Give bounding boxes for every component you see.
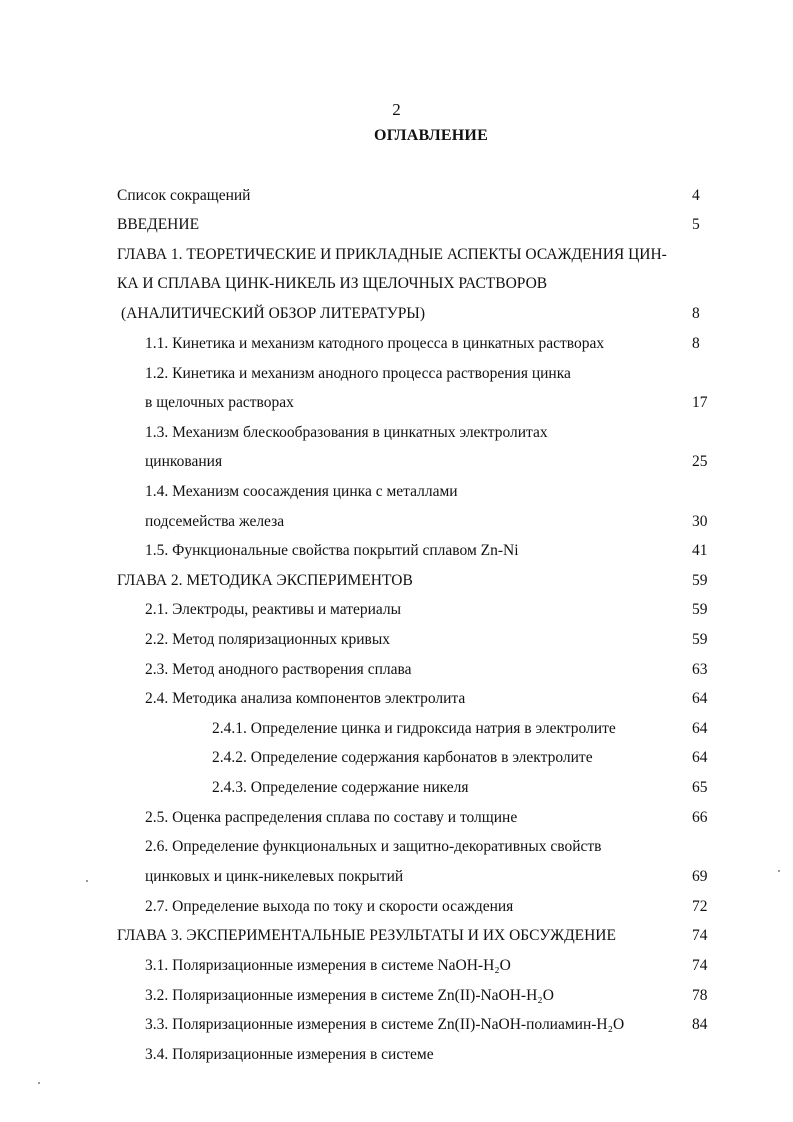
toc-entry-3-1: 3.1. Поляризационные измерения в системе NaOH-H₂O xyxy=(145,957,511,974)
toc-entry-3-3: 3.3. Поляризационные измерения в системе Zn(II)-NaOH-полиамин-H₂O xyxy=(145,1016,625,1033)
toc-entry-2-3: 2.3. Метод анодного растворения сплава xyxy=(145,661,412,678)
toc-page-1-5: 41 xyxy=(692,542,708,559)
toc-page-2-4: 64 xyxy=(692,690,708,707)
toc-page-2-2: 59 xyxy=(692,631,708,648)
toc-entry-1-1: 1.1. Кинетика и механизм катодного процесса в цинкатных растворах xyxy=(145,335,605,352)
toc-page-1-4: 30 xyxy=(692,513,708,530)
toc-page-introduction: 5 xyxy=(692,216,700,233)
toc-page-1-2: 17 xyxy=(692,394,708,411)
toc-entry-2-6-line2: цинковых и цинк-никелевых покрытий xyxy=(145,868,404,885)
toc-entry-2-4-1: 2.4.1. Определение цинка и гидроксида натрия в электролите xyxy=(212,720,616,737)
toc-page-2-3: 63 xyxy=(692,661,708,678)
toc-page-2-1: 59 xyxy=(692,601,708,618)
toc-page-chapter1: 8 xyxy=(692,305,700,322)
toc-entry-3-2: 3.2. Поляризационные измерения в системе Zn(II)-NaOH-H₂O xyxy=(145,987,554,1004)
toc-entry-1-2-line1: 1.2. Кинетика и механизм анодного процесса растворения цинка xyxy=(145,365,571,382)
toc-page-2-4-1: 64 xyxy=(692,720,708,737)
scan-speck xyxy=(86,880,88,882)
toc-entry-chapter1-line1: ГЛАВА 1. ТЕОРЕТИЧЕСКИЕ И ПРИКЛАДНЫЕ АСПЕКТЫ ОСАЖДЕНИЯ ЦИН- xyxy=(117,246,667,263)
toc-entry-2-4-3: 2.4.3. Определение содержание никеля xyxy=(212,779,469,796)
toc-page-2-4-3: 65 xyxy=(692,779,708,796)
toc-entry-2-5: 2.5. Оценка распределения сплава по составу и толщине xyxy=(145,809,518,826)
toc-page-1-1: 8 xyxy=(692,335,700,352)
toc-entry-2-1: 2.1. Электроды, реактивы и материалы xyxy=(145,601,402,618)
scan-speck xyxy=(778,870,780,872)
toc-entry-chapter1-line2: КА И СПЛАВА ЦИНК-НИКЕЛЬ ИЗ ЩЕЛОЧНЫХ РАСТВОРОВ xyxy=(117,275,548,292)
toc-entry-2-6-line1: 2.6. Определение функциональных и защитно-декоративных свойств xyxy=(145,838,602,855)
toc-entry-2-4: 2.4. Методика анализа компонентов электролита xyxy=(145,690,466,707)
toc-entry-2-4-2: 2.4.2. Определение содержания карбонатов в электролите xyxy=(212,749,593,766)
toc-entry-1-2-line2: в щелочных растворах xyxy=(145,394,294,411)
toc-page-2-7: 72 xyxy=(692,898,708,915)
toc-page-chapter3: 74 xyxy=(692,927,708,944)
toc-entry-chapter3: ГЛАВА 3. ЭКСПЕРИМЕНТАЛЬНЫЕ РЕЗУЛЬТАТЫ И ИХ ОБСУЖДЕНИЕ xyxy=(117,927,616,944)
page-number: 2 xyxy=(392,100,401,119)
toc-entry-2-7: 2.7. Определение выхода по току и скорости осаждения xyxy=(145,898,514,915)
toc-page-1-3: 25 xyxy=(692,453,708,470)
toc-entry-abbreviations: Список сокращений xyxy=(117,187,251,204)
toc-entry-1-3-line2: цинкования xyxy=(145,453,223,470)
toc-entry-2-2: 2.2. Метод поляризационных кривых xyxy=(145,631,390,648)
toc-page-2-6: 69 xyxy=(692,868,708,885)
toc-page-2-4-2: 64 xyxy=(692,749,708,766)
toc-entry-3-4: 3.4. Поляризационные измерения в системе xyxy=(145,1046,434,1063)
toc-entry-chapter1-line3: (АНАЛИТИЧЕСКИЙ ОБЗОР ЛИТЕРАТУРЫ) xyxy=(121,305,425,322)
scan-speck xyxy=(38,1082,40,1084)
toc-entry-1-5: 1.5. Функциональные свойства покрытий сплавом Zn-Ni xyxy=(145,542,519,559)
toc-entry-1-4-line2: подсемейства железа xyxy=(145,513,285,530)
toc-title: ОГЛАВЛЕНИЕ xyxy=(374,127,488,144)
toc-page-abbreviations: 4 xyxy=(692,187,700,204)
toc-entry-introduction: ВВЕДЕНИЕ xyxy=(117,216,200,233)
toc-page-3-1: 74 xyxy=(692,957,708,974)
toc-entry-1-4-line1: 1.4. Механизм соосаждения цинка с металлами xyxy=(145,483,458,500)
toc-page-2-5: 66 xyxy=(692,809,708,826)
toc-entry-1-3-line1: 1.3. Механизм блескообразования в цинкатных электролитах xyxy=(145,424,548,441)
toc-entry-chapter2: ГЛАВА 2. МЕТОДИКА ЭКСПЕРИМЕНТОВ xyxy=(117,572,413,589)
toc-page-3-2: 78 xyxy=(692,987,708,1004)
toc-page-3-3: 84 xyxy=(692,1016,708,1033)
toc-page-chapter2: 59 xyxy=(692,572,708,589)
